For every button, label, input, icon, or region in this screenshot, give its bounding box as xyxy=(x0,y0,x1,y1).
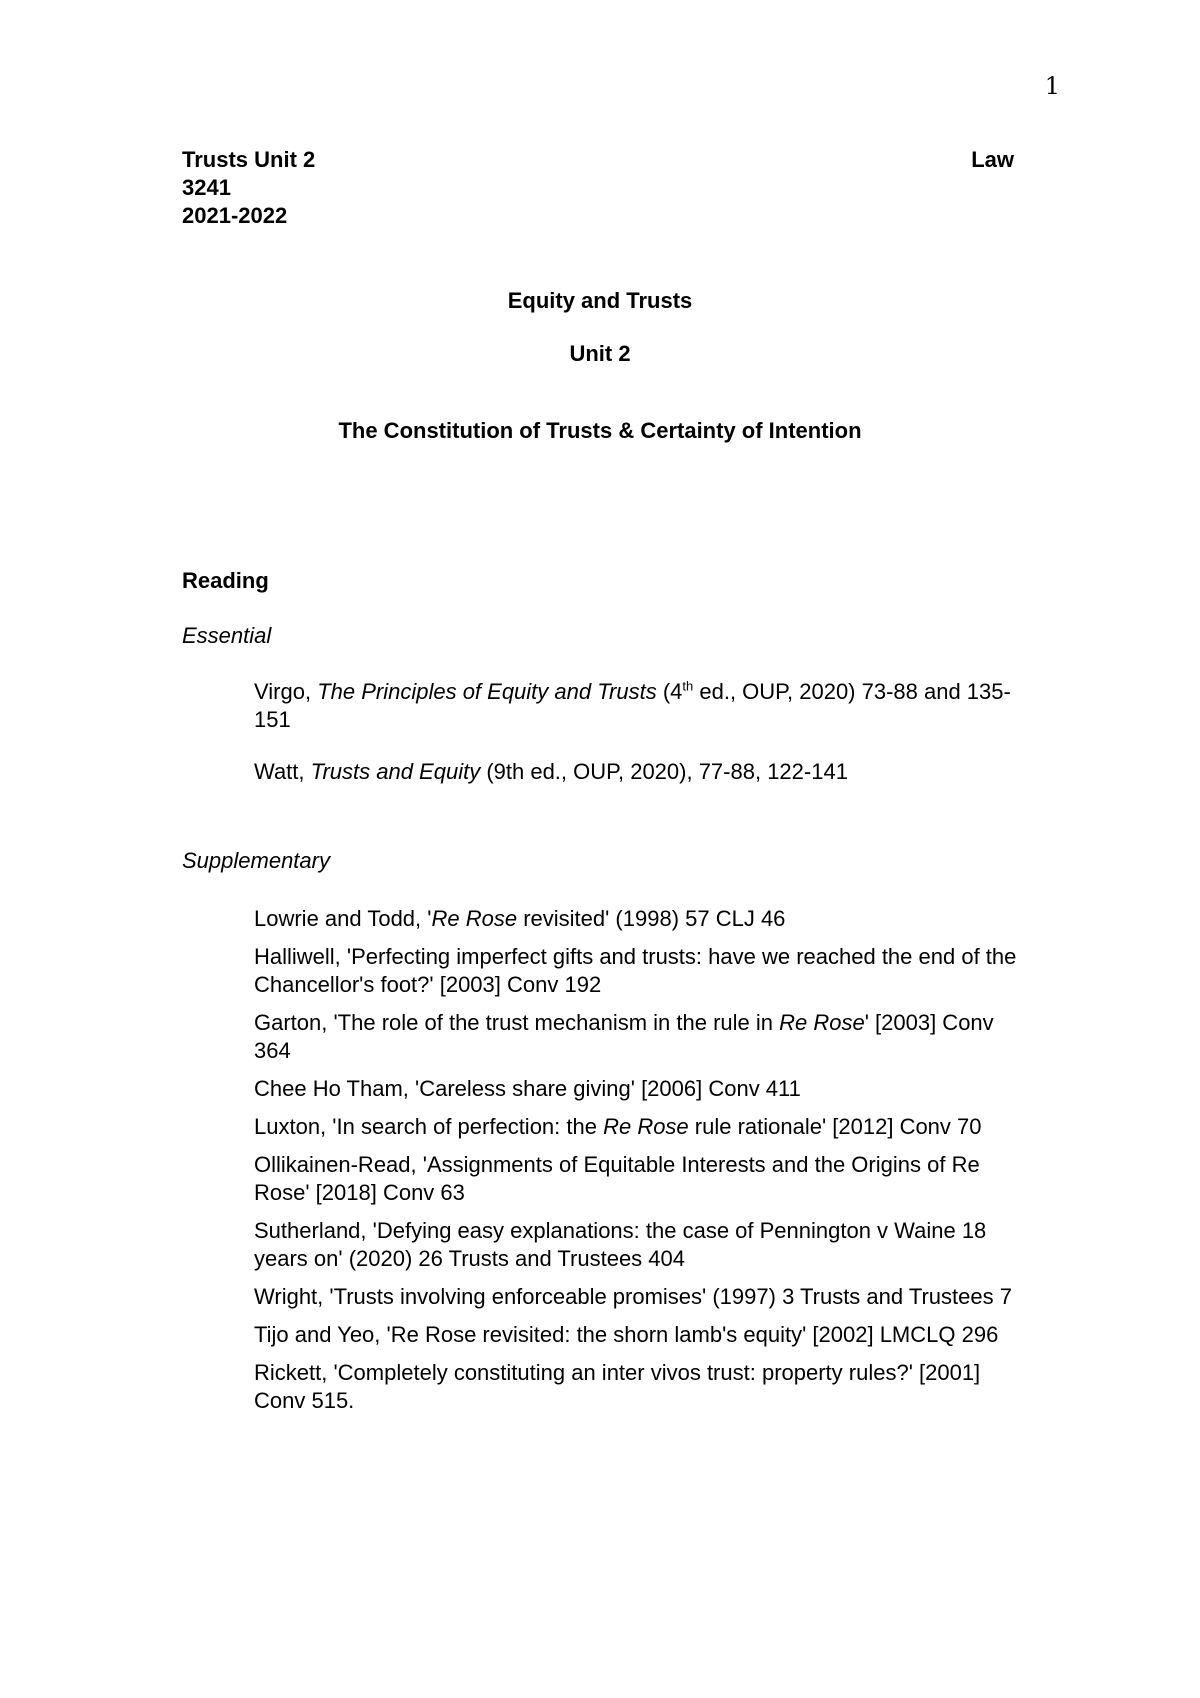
supplementary-reading-item xyxy=(254,1009,1024,1065)
supplementary-reading-item xyxy=(254,905,1024,933)
supplementary-reading-item xyxy=(254,1359,1024,1415)
course-title: Equity and Trusts xyxy=(507,288,693,313)
supplementary-reading-item xyxy=(254,1113,1024,1141)
ref-details: (9th ed., OUP, 2020), 77-88, 122-141 xyxy=(480,759,848,784)
reading-heading: Reading xyxy=(182,568,269,593)
supplementary-reading-item xyxy=(254,943,1024,999)
ref-text: Ollikainen-Read, 'Assignments of Equitable Interests and the Origins of Re Rose' [2018] Conv 63 xyxy=(254,1152,980,1205)
supplementary-reading-item xyxy=(254,1075,1024,1103)
ref-author: Watt, xyxy=(254,759,311,784)
essential-reading-item xyxy=(254,758,1024,786)
ref-author: Virgo, xyxy=(254,679,318,704)
supplementary-reading-item xyxy=(254,1217,1024,1273)
ref-case-name: Re Rose xyxy=(779,1010,865,1035)
ref-text: Halliwell, 'Perfecting imperfect gifts and trusts: have we reached the end of the Chancellor's foot?' [2003] Conv 192 xyxy=(254,944,1017,997)
ref-details: ed., OUP, 2020) 73-88 and 135-151 xyxy=(254,679,1011,732)
supplementary-reading-list xyxy=(254,905,1024,1425)
ref-text: Sutherland, 'Defying easy explanations: the case of Pennington v Waine 18 years on' (2020) 26 Trusts and Trustees 404 xyxy=(254,1218,987,1271)
ref-text: Rickett, 'Completely constituting an inter vivos trust: property rules?' [2001] Conv 515. xyxy=(254,1360,981,1413)
essential-reading-list xyxy=(254,678,1024,810)
ref-text: Garton, 'The role of the trust mechanism in the rule in xyxy=(254,1010,780,1035)
supplementary-reading-item xyxy=(254,1151,1024,1207)
supplementary-reading-item xyxy=(254,1321,1024,1349)
ref-text: rule rationale' [2012] Conv 70 xyxy=(688,1114,982,1139)
ref-edition-superscript: th xyxy=(682,678,694,694)
ref-case-name: Re Rose xyxy=(603,1114,689,1139)
page-number: 1 xyxy=(1044,72,1060,100)
ref-text: Lowrie and Todd, ' xyxy=(254,906,432,931)
ref-edition: (4 xyxy=(656,679,683,704)
unit-title: Unit 2 xyxy=(569,341,631,366)
ref-text: Tijo and Yeo, 'Re Rose revisited: the shorn lamb's equity' [2002] LMCLQ 296 xyxy=(254,1322,999,1347)
topic-title: The Constitution of Trusts & Certainty of Intention xyxy=(338,418,862,443)
supplementary-label: Supplementary xyxy=(182,848,330,873)
document-header xyxy=(182,146,1014,230)
ref-text: revisited' (1998) 57 CLJ 46 xyxy=(517,906,786,931)
header-row xyxy=(182,146,1014,174)
supplementary-reading-item xyxy=(254,1283,1024,1311)
header-academic-year: 2021-2022 xyxy=(182,203,288,228)
ref-text: Luxton, 'In search of perfection: the xyxy=(254,1114,604,1139)
essential-reading-item xyxy=(254,678,1024,734)
ref-book-title: Trusts and Equity xyxy=(310,759,481,784)
header-law-label: Law xyxy=(971,147,1014,172)
ref-text: Wright, 'Trusts involving enforceable promises' (1997) 3 Trusts and Trustees 7 xyxy=(254,1284,1012,1309)
essential-label: Essential xyxy=(182,623,272,648)
ref-book-title: The Principles of Equity and Trusts xyxy=(317,679,657,704)
ref-case-name: Re Rose xyxy=(431,906,518,931)
header-unit-title: Trusts Unit 2 xyxy=(182,147,316,172)
ref-text: ' [2003] Conv 364 xyxy=(254,1010,994,1063)
ref-text: Chee Ho Tham, 'Careless share giving' [2006] Conv 411 xyxy=(254,1076,801,1101)
header-course-code: 3241 xyxy=(182,175,231,200)
